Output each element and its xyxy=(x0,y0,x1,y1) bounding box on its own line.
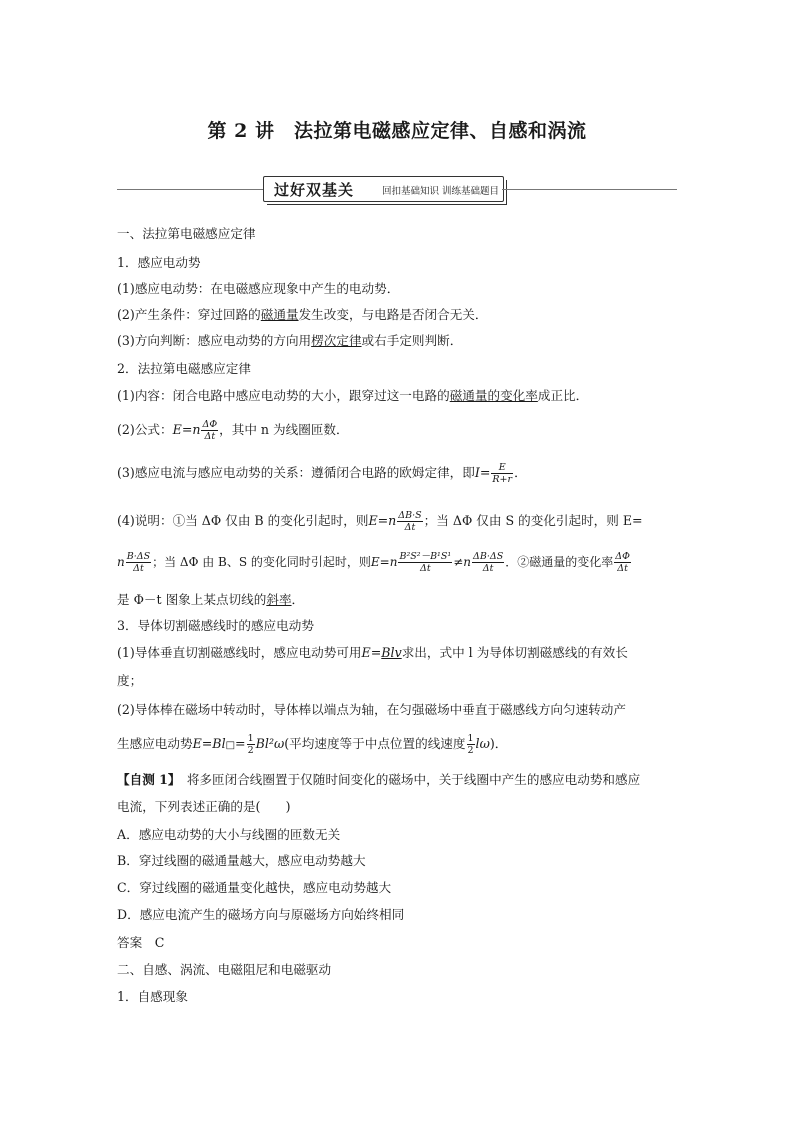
text-line: 度； xyxy=(117,673,143,688)
formula-line: (2)公式：E=n $\frac{\Delta\Phi}{\Delta t}$ ，其中 n 为线圈匝数． xyxy=(117,419,349,442)
banner-title: 过好双基关 xyxy=(274,181,355,199)
fraction: $\frac{\Delta B\cdot\Delta S}{\Delta t}$ xyxy=(472,551,504,574)
subsection-heading: 1．自感现象 xyxy=(117,989,188,1004)
section-heading: 二、自感、涡流、电磁阻尼和电磁驱动 xyxy=(117,962,332,977)
text-line: (3)方向判断：感应电动势的方向用楞次定律或右手定则判断． xyxy=(117,333,463,348)
fraction: $\frac{E}{R+r}$ xyxy=(492,462,513,485)
key-term: Blv xyxy=(381,645,402,660)
text-line: (1)导体垂直切割磁感线时，感应电动势可用E=Blv求出，式中 l 为导体切割磁感线的有效长 xyxy=(117,645,628,660)
section-banner xyxy=(117,176,677,202)
fraction: $\frac{\Delta\Phi}{\Delta t}$ xyxy=(615,551,630,574)
exercise-stem: 【自测 1】 将多匝闭合线圈置于仅随时间变化的磁场中，关于线圈中产生的感应电动势和感应 xyxy=(117,772,641,787)
fraction: $\frac{1}{2}$ xyxy=(467,733,474,756)
fraction: $\frac{\Delta\Phi}{\Delta t}$ xyxy=(202,419,218,442)
key-term: 斜率 xyxy=(266,592,292,607)
subsection-heading: 1．感应电动势 xyxy=(117,255,201,270)
formula-line: (3)感应电流与感应电动势的关系：遵循闭合电路的欧姆定律，即I= $\frac{E}{R+r}$ ． xyxy=(117,462,527,485)
option-a: A．感应电动势的大小与线圈的匝数无关 xyxy=(117,827,341,842)
banner-divider-left xyxy=(117,189,263,190)
key-term: 磁通量的变化率 xyxy=(449,388,538,403)
fraction: $\frac{\text{B²S²－B¹S¹}}{\Delta t}$ xyxy=(399,551,452,574)
fraction: $\frac{1}{2}$ xyxy=(247,733,254,756)
banner-subtitle: 回扣基础知识 训练基础题目 xyxy=(382,186,500,197)
subsection-heading: 2．法拉第电磁感应定律 xyxy=(117,361,251,376)
key-term: 磁通量 xyxy=(260,307,299,322)
text-line: (1)感应电动势：在电磁感应现象中产生的电动势． xyxy=(117,281,400,296)
banner-divider-right xyxy=(502,189,677,190)
text-line: (1)内容：闭合电路中感应电动势的大小，跟穿过这一电路的磁通量的变化率成正比． xyxy=(117,388,589,403)
formula-line: (4)说明：①当 ΔΦ 仅由 B 的变化引起时，则E=n $\frac{\Delta B\cdot S}{\Delta t}$ ；当 ΔΦ 仅由 S 的变化引起时，则 E= xyxy=(117,510,643,533)
subsection-heading: 3．导体切割磁感线时的感应电动势 xyxy=(117,618,314,633)
formula-line: n $\frac{B\cdot\Delta S}{\Delta t}$ ；当 ΔΦ 由 B、S 的变化同时引起时，则E=n $\frac{\text{B²S²－B¹S¹}}{\Delta t}$ ≠n $\frac{\Delta B\cdot\Delta S}{\Delta t}$ ．②磁通量的变化率 $\frac{\Delta\Phi}{\Delta t}$ xyxy=(117,551,630,574)
option-d: D．感应电流产生的磁场方向与原磁场方向始终相同 xyxy=(117,907,405,922)
section-heading: 一、法拉第电磁感应定律 xyxy=(117,226,256,241)
banner-box xyxy=(263,176,504,202)
option-b: B．穿过线圈的磁通量越大，感应电动势越大 xyxy=(117,853,366,868)
formula-line: 生感应电动势E=Bl□= $\frac{1}{2}$ Bl²ω(平均速度等于中点位置的线速度 $\frac{1}{2}$ lω)． xyxy=(117,733,508,756)
text-line: (2)产生条件：穿过回路的磁通量发生改变，与电路是否闭合无关． xyxy=(117,307,488,322)
text-line: 是 Φ－t 图象上某点切线的斜率． xyxy=(117,592,305,607)
fraction: $\frac{B\cdot\Delta S}{\Delta t}$ xyxy=(126,551,151,574)
option-c: C．穿过线圈的磁通量变化越快，感应电动势越大 xyxy=(117,880,392,895)
key-term: 楞次定律 xyxy=(311,333,362,348)
exercise-label: 【自测 1】 xyxy=(117,772,175,787)
text-line: (2)导体棒在磁场中转动时，导体棒以端点为轴，在匀强磁场中垂直于磁感线方向匀速转动产 xyxy=(117,702,626,717)
fraction: $\frac{\Delta B\cdot S}{\Delta t}$ xyxy=(398,510,422,533)
answer: 答案 C xyxy=(117,935,165,950)
page-title: 第 2 讲 法拉第电磁感应定律、自感和涡流 xyxy=(207,120,587,142)
exercise-stem: 电流，下列表述正确的是( ) xyxy=(117,799,291,814)
